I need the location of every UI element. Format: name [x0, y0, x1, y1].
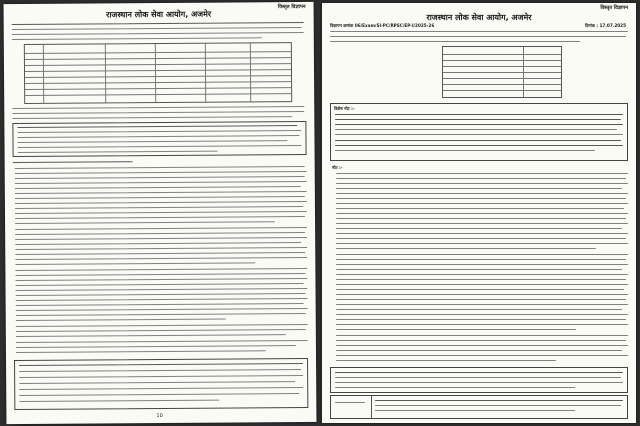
text-line	[16, 334, 286, 337]
text-line	[15, 191, 307, 194]
text-line	[15, 216, 305, 219]
text-line	[12, 32, 304, 35]
text-line	[330, 36, 626, 37]
text-line	[16, 303, 304, 306]
text-line	[15, 232, 305, 235]
text-line	[336, 218, 626, 219]
vacancy-table	[24, 42, 292, 104]
text-line	[336, 274, 628, 275]
text-line	[16, 324, 308, 327]
left-document-page	[4, 2, 317, 424]
text-line	[15, 181, 307, 184]
text-line	[330, 31, 628, 32]
text-line	[336, 314, 628, 315]
fee-note-box	[330, 395, 628, 419]
text-line	[336, 208, 624, 209]
text-line	[15, 196, 305, 199]
right-page-title: राजस्थान लोक सेवा आयोग, अजमेर	[426, 13, 532, 22]
section-note-label: नोट :-	[332, 165, 343, 170]
text-line	[336, 279, 626, 280]
text-line	[336, 213, 628, 214]
text-line	[16, 340, 308, 343]
text-line	[336, 243, 628, 244]
text-line	[336, 188, 622, 189]
text-line	[336, 254, 628, 255]
text-line	[336, 324, 628, 325]
text-line	[336, 193, 628, 194]
text-line	[336, 304, 628, 305]
text-line	[15, 221, 275, 224]
text-line	[15, 211, 307, 214]
text-line	[336, 178, 626, 179]
text-line	[336, 203, 628, 204]
left-page-title: राजस्थान लोक सेवा आयोग, अजमेर	[106, 9, 212, 20]
text-line	[16, 345, 296, 348]
text-line	[16, 313, 306, 316]
special-note-label: विशेष नोट :-	[334, 106, 355, 111]
text-line	[12, 106, 304, 109]
text-line	[336, 335, 628, 336]
text-line	[336, 350, 622, 351]
right-document-page	[322, 3, 636, 423]
text-line	[336, 294, 628, 295]
text-line	[15, 237, 307, 240]
text-line	[336, 198, 626, 199]
text-line	[15, 171, 307, 174]
text-line	[15, 252, 305, 255]
text-line	[16, 288, 308, 291]
text-line	[15, 273, 305, 276]
text-line	[336, 329, 576, 330]
text-line	[336, 259, 626, 260]
text-line	[16, 329, 306, 332]
text-line	[336, 183, 628, 184]
text-line	[16, 293, 306, 296]
page-number: 10	[156, 412, 163, 420]
text-line	[336, 309, 622, 310]
text-line	[330, 41, 580, 42]
text-line	[336, 289, 624, 290]
section-heading	[13, 161, 133, 163]
text-line	[336, 238, 626, 239]
text-line	[336, 360, 556, 361]
text-line	[336, 284, 628, 285]
text-line	[15, 278, 307, 281]
right-page-badge: विस्तृत विज्ञापन	[600, 5, 628, 11]
text-line	[15, 257, 307, 260]
text-line	[336, 223, 628, 224]
text-line	[336, 319, 626, 320]
text-line	[336, 299, 626, 300]
bottom-note-box	[14, 358, 308, 410]
text-line	[15, 206, 303, 209]
text-line	[336, 264, 628, 265]
text-line	[336, 233, 628, 234]
text-line	[12, 37, 262, 40]
text-line	[15, 283, 303, 286]
text-line	[15, 247, 307, 250]
text-line	[336, 228, 622, 229]
text-line	[16, 308, 308, 311]
bottom-note-box	[330, 367, 628, 393]
advertisement-number: विज्ञापन क्रमांक 06/Exam/SI-PC/RPSC/EP-I/2025-26	[330, 23, 435, 28]
text-line	[16, 350, 266, 353]
text-line	[15, 227, 307, 230]
advertisement-date: दिनांक : 17.07.2025	[584, 23, 626, 28]
text-line	[16, 319, 226, 322]
text-line	[336, 340, 626, 341]
text-line	[336, 173, 628, 174]
text-line	[336, 355, 628, 356]
text-line	[15, 262, 255, 265]
text-line	[12, 111, 304, 114]
text-line	[336, 269, 622, 270]
text-line	[15, 166, 305, 169]
text-line	[15, 186, 301, 189]
text-line	[12, 27, 302, 30]
text-line	[336, 345, 628, 346]
text-line	[16, 298, 308, 301]
special-note-box	[330, 103, 628, 161]
text-line	[15, 176, 305, 179]
text-line	[12, 22, 304, 25]
text-line	[15, 201, 307, 204]
notice-box	[12, 121, 306, 157]
text-line	[15, 268, 307, 271]
text-line	[15, 242, 301, 245]
text-line	[12, 116, 292, 119]
text-line	[336, 248, 596, 249]
category-table	[442, 46, 562, 98]
left-page-badge: विस्तृत विज्ञापन	[277, 3, 306, 11]
